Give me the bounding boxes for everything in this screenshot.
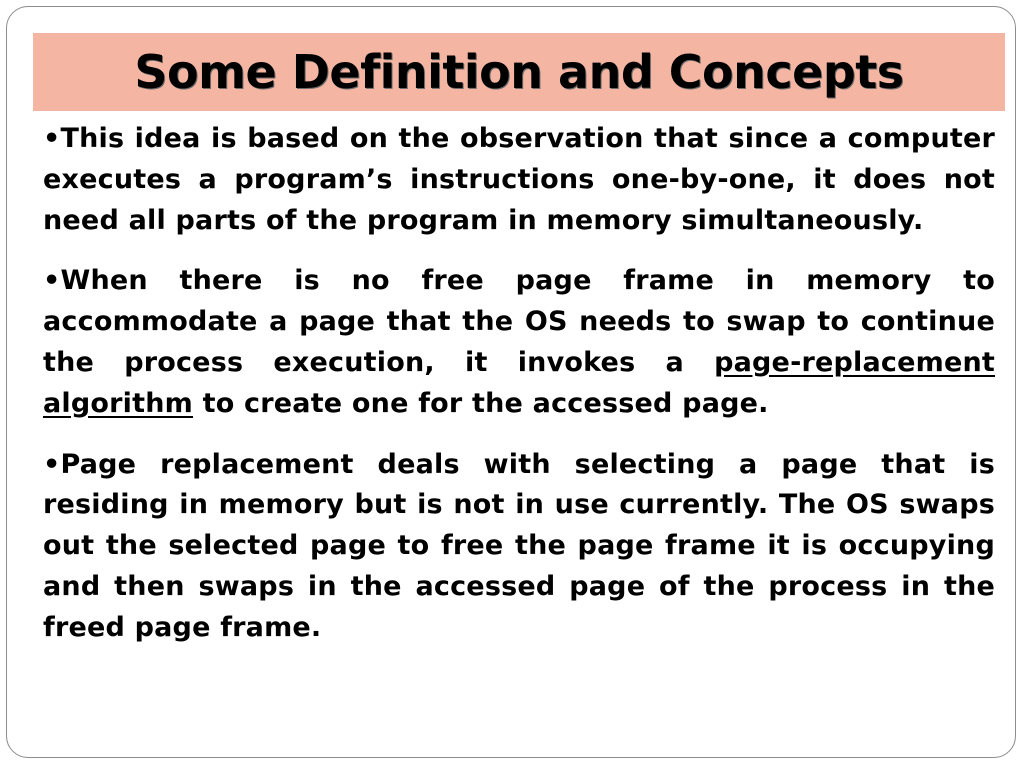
bullet-3: • (43, 448, 61, 480)
page-replacement-algorithm-link[interactable]: page-replacement algorithm (43, 346, 995, 419)
paragraph-2-text-after: to create one for the accessed page. (192, 387, 769, 419)
paragraph-1-text: This idea is based on the observation that since a computer executes a program’s instructions one-by-one, it does not need all parts of the program in memory simultaneously. (43, 123, 995, 236)
content-area (43, 119, 995, 749)
title-bar (33, 33, 1005, 111)
paragraph-1 (43, 119, 995, 241)
slide-frame (6, 6, 1016, 758)
paragraph-3 (43, 445, 995, 649)
paragraph-2-text-before: When there is no free page frame in memory to accommodate a page that the OS needs to swap to continue the process execution, it invokes a (43, 265, 995, 378)
paragraph-2 (43, 261, 995, 424)
page-title: Some Definition and Concepts (134, 45, 904, 99)
bullet-2: • (43, 265, 61, 297)
bullet-1: • (43, 123, 61, 154)
paragraph-3-text: Page replacement deals with selecting a page that is residing in memory but is not in use currently. The OS swaps out the selected page to free the page frame it is occupying and then swaps in the accessed page of the process in the freed page frame. (43, 448, 995, 643)
